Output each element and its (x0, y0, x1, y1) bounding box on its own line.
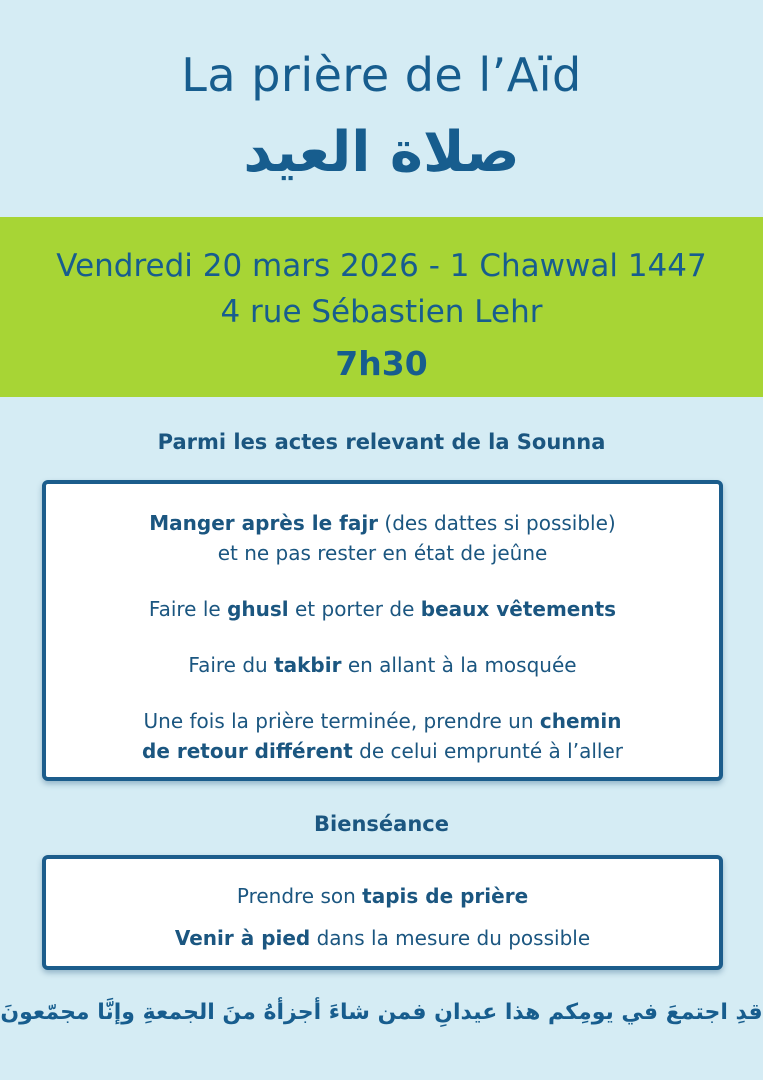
event-info-band (0, 217, 763, 397)
sunna-item-return-strong-c: de retour différent (142, 739, 353, 763)
page-title-french: La prière de l’Aïd (181, 48, 582, 102)
bienseance-box (42, 855, 723, 970)
bienseance-item-walk-text: dans la mesure du possible (310, 926, 591, 950)
hadith-footer-arabic: قدِ اجتمعَ في يومِكم هذا عيدانِ فمن شاءَ أجزأهُ منَ الجمعةِ وإنَّا مجمّعونَ (0, 1000, 763, 1025)
sunna-item-eat-rest: (des dattes si possible) (378, 511, 616, 535)
sunna-item-eat-strong: Manger après le fajr (149, 511, 379, 535)
bienseance-section-title: Bienséance (314, 812, 449, 836)
bienseance-item-walk-strong: Venir à pied (174, 926, 311, 950)
sunna-item-return-strong-b: chemin (539, 709, 622, 733)
sunna-item-takbir-text-a: Faire du (188, 653, 275, 677)
sunna-item-ghusl-strong-d: beaux vêtements (420, 597, 617, 621)
bienseance-item-mat-strong: tapis de prière (362, 884, 529, 908)
bienseance-item-mat-text: Prendre son (236, 884, 363, 908)
sunna-item-return-text-a: Une fois la prière terminée, prendre un (143, 709, 540, 733)
event-date: Vendredi 20 mars 2026 - 1 Chawwal 1447 (56, 248, 707, 284)
bienseance-item-prayer-mat (46, 881, 719, 911)
sunna-item-ghusl-text-c: et porter de (288, 597, 421, 621)
bienseance-item-walk (46, 923, 719, 953)
sunna-item-return-path (46, 706, 719, 766)
sunna-item-takbir-strong: takbir (274, 653, 342, 677)
sunna-section-title: Parmi les actes relevant de la Sounna (157, 430, 606, 454)
sunna-item-ghusl-strong-b: ghusl (227, 597, 289, 621)
event-time: 7h30 (335, 344, 428, 383)
sunna-item-ghusl-text-a: Faire le (148, 597, 228, 621)
sunna-item-eat (46, 508, 719, 568)
sunna-item-eat-line2: et ne pas rester en état de jeûne (217, 541, 548, 565)
sunna-item-takbir-text-c: en allant à la mosquée (341, 653, 577, 677)
sunna-item-return-text-d: de celui emprunté à l’aller (352, 739, 623, 763)
page-title-arabic: صلاة العيد (243, 120, 520, 185)
sunna-item-ghusl (46, 594, 719, 624)
sunna-item-takbir (46, 650, 719, 680)
sunna-box (42, 480, 723, 781)
event-address: 4 rue Sébastien Lehr (220, 294, 543, 330)
